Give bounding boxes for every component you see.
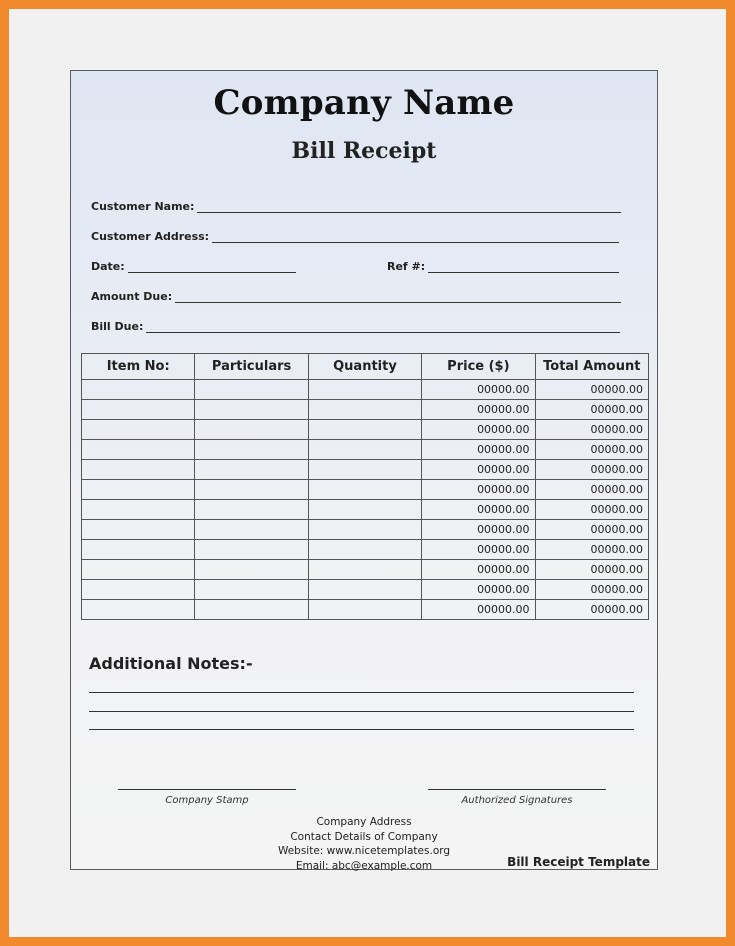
quantity-cell[interactable] [308, 560, 421, 580]
total-amount-cell[interactable]: 00000.00 [535, 400, 648, 420]
customer-address-field[interactable] [91, 227, 619, 243]
table-row [82, 560, 649, 580]
table-row [82, 480, 649, 500]
column-header-quantity: Quantity [308, 354, 421, 380]
price-cell[interactable]: 00000.00 [422, 600, 535, 620]
bill-receipt-form [70, 70, 658, 870]
price-cell[interactable]: 00000.00 [422, 500, 535, 520]
particulars-cell[interactable] [195, 560, 308, 580]
customer-name-label: Customer Name: [91, 200, 195, 213]
authorized-signature-line[interactable] [428, 789, 606, 790]
item-no-cell[interactable] [82, 600, 195, 620]
price-cell[interactable]: 00000.00 [422, 520, 535, 540]
price-cell[interactable]: 00000.00 [422, 440, 535, 460]
items-table [81, 353, 649, 620]
company-name-heading: Company Name [213, 83, 515, 123]
price-cell[interactable]: 00000.00 [422, 380, 535, 400]
particulars-cell[interactable] [195, 460, 308, 480]
date-line[interactable] [128, 260, 296, 273]
particulars-cell[interactable] [195, 600, 308, 620]
particulars-cell[interactable] [195, 540, 308, 560]
table-row [82, 380, 649, 400]
ref-line[interactable] [428, 260, 619, 273]
item-no-cell[interactable] [82, 520, 195, 540]
document-title: Bill Receipt [291, 138, 437, 164]
footer-website: Website: www.nicetemplates.org [277, 845, 451, 857]
item-no-cell[interactable] [82, 560, 195, 580]
column-header-item-no: Item No: [82, 354, 195, 380]
items-table-header [82, 354, 649, 380]
quantity-cell[interactable] [308, 440, 421, 460]
quantity-cell[interactable] [308, 380, 421, 400]
particulars-cell[interactable] [195, 480, 308, 500]
additional-notes-title: Additional Notes:- [89, 654, 253, 673]
notes-line[interactable] [89, 711, 634, 712]
ref-label: Ref #: [387, 260, 426, 273]
item-no-cell[interactable] [82, 460, 195, 480]
template-label: Bill Receipt Template [507, 855, 650, 869]
quantity-cell[interactable] [308, 480, 421, 500]
total-amount-cell[interactable]: 00000.00 [535, 560, 648, 580]
table-row [82, 440, 649, 460]
customer-address-label: Customer Address: [91, 230, 210, 243]
item-no-cell[interactable] [82, 380, 195, 400]
company-stamp-line[interactable] [118, 789, 296, 790]
amount-due-line[interactable] [175, 290, 621, 303]
particulars-cell[interactable] [195, 420, 308, 440]
ref-field[interactable] [387, 257, 619, 273]
particulars-cell[interactable] [195, 400, 308, 420]
customer-name-line[interactable] [197, 200, 621, 213]
total-amount-cell[interactable]: 00000.00 [535, 580, 648, 600]
total-amount-cell[interactable]: 00000.00 [535, 380, 648, 400]
date-field[interactable] [91, 257, 296, 273]
total-amount-cell[interactable]: 00000.00 [535, 520, 648, 540]
column-header-particulars: Particulars [195, 354, 308, 380]
footer-company-address: Company Address [316, 816, 412, 828]
quantity-cell[interactable] [308, 420, 421, 440]
notes-line[interactable] [89, 692, 634, 693]
item-no-cell[interactable] [82, 420, 195, 440]
column-header-price: Price ($) [422, 354, 535, 380]
total-amount-cell[interactable]: 00000.00 [535, 600, 648, 620]
amount-due-field[interactable] [91, 287, 621, 303]
total-amount-cell[interactable]: 00000.00 [535, 540, 648, 560]
table-row [82, 580, 649, 600]
authorized-signature-label: Authorized Signatures [461, 795, 573, 806]
table-row [82, 600, 649, 620]
price-cell[interactable]: 00000.00 [422, 480, 535, 500]
total-amount-cell[interactable]: 00000.00 [535, 480, 648, 500]
column-header-total-amount: Total Amount [535, 354, 648, 380]
table-row [82, 400, 649, 420]
particulars-cell[interactable] [195, 440, 308, 460]
item-no-cell[interactable] [82, 580, 195, 600]
customer-name-field[interactable] [91, 197, 621, 213]
item-no-cell[interactable] [82, 400, 195, 420]
quantity-cell[interactable] [308, 540, 421, 560]
quantity-cell[interactable] [308, 500, 421, 520]
table-row [82, 520, 649, 540]
quantity-cell[interactable] [308, 580, 421, 600]
item-no-cell[interactable] [82, 480, 195, 500]
quantity-cell[interactable] [308, 400, 421, 420]
footer-email: Email: abc@example.com [295, 859, 433, 872]
date-label: Date: [91, 260, 125, 273]
price-cell[interactable]: 00000.00 [422, 400, 535, 420]
item-no-cell[interactable] [82, 540, 195, 560]
bill-due-line[interactable] [146, 320, 620, 333]
quantity-cell[interactable] [308, 600, 421, 620]
table-row [82, 420, 649, 440]
company-stamp-label: Company Stamp [165, 795, 249, 806]
quantity-cell[interactable] [308, 460, 421, 480]
table-row [82, 540, 649, 560]
footer-contact-details: Contact Details of Company [290, 830, 438, 843]
total-amount-cell[interactable]: 00000.00 [535, 500, 648, 520]
bill-due-label: Bill Due: [91, 320, 144, 333]
price-cell[interactable]: 00000.00 [422, 460, 535, 480]
particulars-cell[interactable] [195, 500, 308, 520]
particulars-cell[interactable] [195, 520, 308, 540]
item-no-cell[interactable] [82, 440, 195, 460]
bill-due-field[interactable] [91, 317, 620, 333]
items-table-body [82, 380, 649, 620]
notes-line[interactable] [89, 729, 634, 730]
page-background [9, 9, 726, 937]
table-row [82, 460, 649, 480]
total-amount-cell[interactable]: 00000.00 [535, 440, 648, 460]
table-row [82, 500, 649, 520]
particulars-cell[interactable] [195, 580, 308, 600]
price-cell[interactable]: 00000.00 [422, 560, 535, 580]
total-amount-cell[interactable]: 00000.00 [535, 420, 648, 440]
price-cell[interactable]: 00000.00 [422, 420, 535, 440]
item-no-cell[interactable] [82, 500, 195, 520]
total-amount-cell[interactable]: 00000.00 [535, 460, 648, 480]
quantity-cell[interactable] [308, 520, 421, 540]
customer-address-line[interactable] [212, 230, 619, 243]
price-cell[interactable]: 00000.00 [422, 580, 535, 600]
particulars-cell[interactable] [195, 380, 308, 400]
price-cell[interactable]: 00000.00 [422, 540, 535, 560]
amount-due-label: Amount Due: [91, 290, 173, 303]
